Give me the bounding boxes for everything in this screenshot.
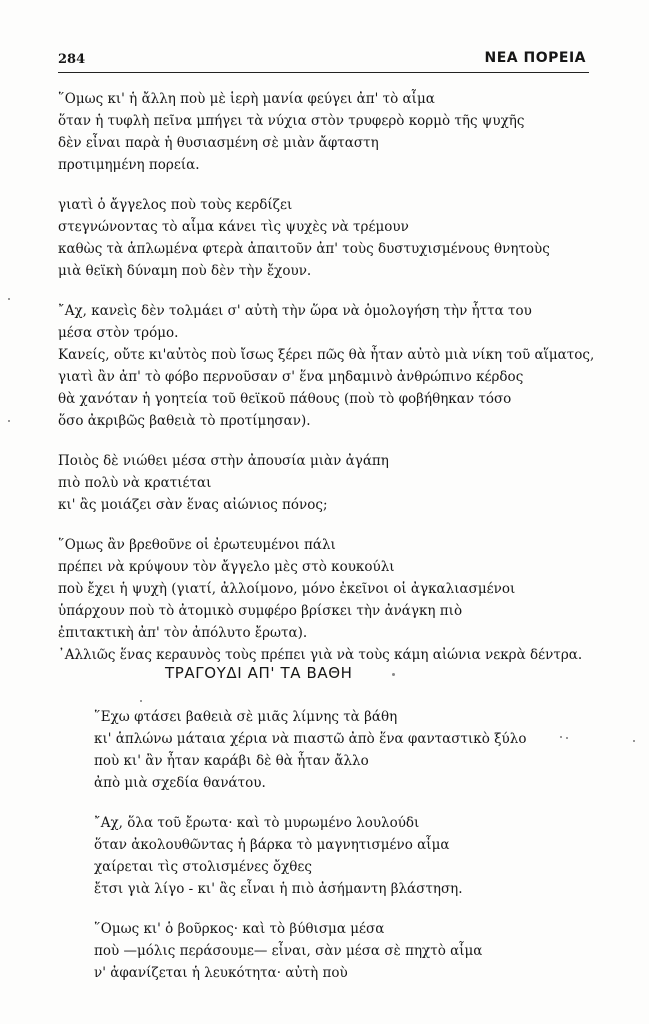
print-speck xyxy=(633,740,635,742)
verse-line: ὅσο ἀκριβῶς βαθειὰ τὸ προτίμησαν). xyxy=(58,413,311,429)
verse-line: ῞Εχω φτάσει βαθειὰ σὲ μιᾶς λίμνης τὰ βάθη xyxy=(94,709,398,725)
verse-line: πρέπει νὰ κρύψουν τὸν ἄγγελο μὲς στὸ κουκούλι xyxy=(58,559,395,575)
verse-line: ἀπὸ μιὰ σχεδία θανάτου. xyxy=(94,775,266,791)
page-header xyxy=(58,50,588,72)
verse-line: ῞Ομως κι' ἡ ἄλλη ποὺ μὲ ἱερὴ μανία φεύγει ἀπ' τὸ αἷμα xyxy=(58,91,435,107)
verse-line: προτιμημένη πορεία. xyxy=(58,157,200,173)
verse-line: στεγνώνοντας τὸ αἷμα κάνει τὶς ψυχὲς νὰ τρέμουν xyxy=(58,219,409,235)
verse-line: καθὼς τὰ ἁπλωμένα φτερὰ ἀπαιτοῦν ἀπ' τοὺς δυστυχισμένους θνητοὺς xyxy=(58,241,550,257)
verse-line: ποὺ κι' ἂν ἦταν καράβι δὲ θὰ ἦταν ἄλλο xyxy=(94,753,369,769)
verse-line: ὑπάρχουν ποὺ τὸ ἀτομικὸ συμφέρο βρίσκει τὴν ἀνάγκη πιὸ xyxy=(58,603,463,619)
verse-line: ἐπιτακτικὴ ἀπ' τὸν ἀπόλυτο ἔρωτα). xyxy=(58,625,308,641)
verse-line: πιὸ πολὺ νὰ κρατιέται xyxy=(58,475,212,491)
verse-line: ᾿Αλλιῶς ἕνας κεραυνὸς τοὺς πρέπει γιὰ νὰ τοὺς κάμη αἰώνια νεκρὰ δέντρα. xyxy=(58,647,583,663)
verse-line: ν' ἀφανίζεται ἡ λευκότητα· αὐτὴ ποὺ xyxy=(94,965,348,981)
verse-line: ῎Αχ, κανεὶς δὲν τολμάει σ' αὐτὴ τὴν ὥρα νὰ ὁμολογήση τὴν ἧττα του xyxy=(58,303,532,319)
verse-line: ὅταν ἀκολουθῶντας ἡ βάρκα τὸ μαγνητισμένο αἷμα xyxy=(94,837,450,853)
header-rule xyxy=(58,72,589,73)
verse-line: μέσα στὸν τρόμο. xyxy=(58,325,179,341)
print-speck xyxy=(8,420,10,422)
print-speck xyxy=(392,673,395,676)
verse-line: χαίρεται τὶς στολισμένες ὄχθες xyxy=(94,859,312,875)
verse-line: Κανείς, οὔτε κι'αὐτὸς ποὺ ἴσως ξέρει πῶς θὰ ἦταν αὐτὸ μιὰ νίκη τοῦ αἵματος, xyxy=(58,347,595,363)
print-speck xyxy=(8,298,10,300)
print-speck xyxy=(140,700,142,702)
verse-line: δὲν εἶναι παρὰ ἡ θυσιασμένη σὲ μιὰν ἄφταστη xyxy=(58,135,379,151)
running-title: ΝΕΑ ΠΟΡΕΙΑ xyxy=(484,50,586,66)
verse-line: ῎Αχ, ὅλα τοῦ ἔρωτα· καὶ τὸ μυρωμένο λουλούδι xyxy=(94,815,420,831)
verse-line: ῞Ομως κι' ὁ βοῦρκος· καὶ τὸ βύθισμα μέσα xyxy=(94,921,385,937)
verse-line: κι' ἂς μοιάζει σὰν ἕνας αἰώνιος πόνος; xyxy=(58,497,328,513)
verse-line: γιατὶ ὁ ἄγγελος ποὺ τοὺς κερδίζει xyxy=(58,197,293,213)
verse-line: μιὰ θεϊκὴ δύναμη ποὺ δὲν τὴν ἔχουν. xyxy=(58,263,312,279)
page-number: 284 xyxy=(58,52,86,67)
verse-line: ῞Ομως ἂν βρεθοῦνε οἱ ἐρωτευμένοι πάλι xyxy=(58,537,336,553)
verse-line: ποὺ ἔχει ἡ ψυχὴ (γιατί, ἀλλοίμονο, μόνο ἐκεῖνοι οἱ ἀγκαλιασμένοι xyxy=(58,581,516,597)
verse-line: ποὺ —μόλις περάσουμε— εἶναι, σὰν μέσα σὲ πηχτὸ αἷμα xyxy=(94,943,483,959)
verse-line: γιατὶ ἂν ἀπ' τὸ φόβο περνοῦσαν σ' ἕνα μηδαμινὸ ἀνθρώπινο κέρδος xyxy=(58,369,524,385)
poem-title: ΤΡΑΓΟΥΔΙ ΑΠ' ΤΑ ΒΑΘΗ xyxy=(165,664,353,682)
verse-line: κι' ἁπλώνω μάταια χέρια νὰ πιαστῶ ἀπὸ ἕνα φανταστικὸ ξύλο xyxy=(94,731,527,747)
verse-line: ἔτσι γιὰ λίγο - κι' ἂς εἶναι ἡ πιὸ ἀσήμαντη βλάστηση. xyxy=(94,881,463,897)
print-speck xyxy=(566,737,568,739)
verse-line: ὅταν ἡ τυφλὴ πεῖνα μπήγει τὰ νύχια στὸν τρυφερὸ κορμὸ τῆς ψυχῆς xyxy=(58,113,525,129)
verse-line: θὰ χανόταν ἡ γοητεία τοῦ θεϊκοῦ πάθους (ποὺ τὸ φοβήθηκαν τόσο xyxy=(58,391,512,407)
print-speck xyxy=(560,736,562,738)
verse-line: Ποιὸς δὲ νιώθει μέσα στὴν ἀπουσία μιὰν ἀγάπη xyxy=(58,453,389,469)
